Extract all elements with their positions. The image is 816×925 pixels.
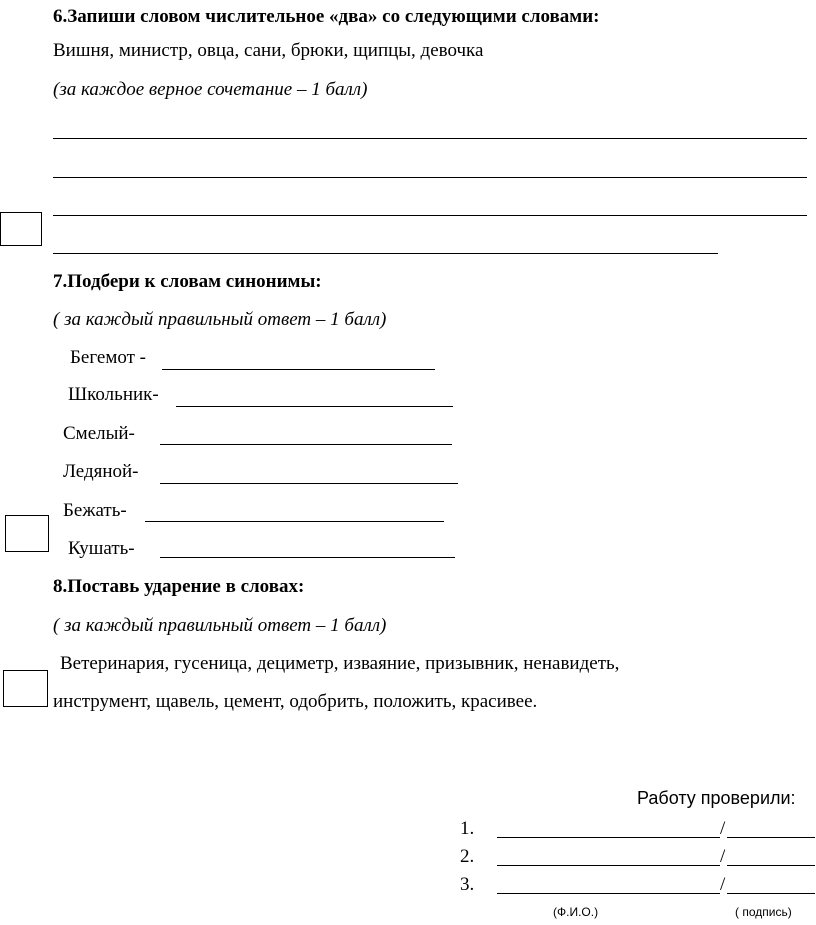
synonym-item-label: Ледяной- bbox=[63, 461, 139, 482]
task8-words-line1: Ветеринария, гусеница, дециметр, изваяние, призывник, ненавидеть, bbox=[60, 653, 620, 674]
score-box-task7[interactable] bbox=[5, 515, 49, 552]
signature-line[interactable] bbox=[727, 837, 815, 838]
checker-row-number: 2. bbox=[460, 846, 475, 867]
score-box-task8[interactable] bbox=[3, 670, 48, 707]
synonym-answer-line[interactable] bbox=[145, 521, 444, 522]
task6-title: 6.Запиши словом числительное «два» со следующими словами: bbox=[53, 6, 600, 27]
answer-line-1[interactable] bbox=[53, 138, 807, 139]
slash-separator: / bbox=[720, 874, 726, 895]
score-box-task6[interactable] bbox=[0, 212, 42, 246]
answer-line-4[interactable] bbox=[53, 253, 718, 254]
task8-words-line2: инструмент, щавель, цемент, одобрить, положить, красивее. bbox=[53, 691, 538, 712]
fio-line[interactable] bbox=[497, 865, 720, 866]
synonym-item-label: Кушать- bbox=[68, 538, 135, 559]
slash-separator: / bbox=[720, 818, 726, 839]
synonym-answer-line[interactable] bbox=[162, 369, 435, 370]
checkers-title: Работу проверили: bbox=[637, 788, 796, 808]
signature-line[interactable] bbox=[727, 865, 815, 866]
task7-title: 7.Подбери к словам синонимы: bbox=[53, 271, 322, 292]
checker-row-number: 3. bbox=[460, 874, 475, 895]
task8-score: ( за каждый правильный ответ – 1 балл) bbox=[53, 615, 387, 636]
synonym-item-label: Школьник- bbox=[68, 384, 159, 405]
synonym-answer-line[interactable] bbox=[160, 483, 458, 484]
synonym-item-label: Бегемот - bbox=[70, 347, 146, 368]
synonym-item-label: Смелый- bbox=[63, 423, 135, 444]
synonym-answer-line[interactable] bbox=[160, 557, 455, 558]
signature-caption: ( подпись) bbox=[735, 905, 792, 919]
fio-line[interactable] bbox=[497, 837, 720, 838]
checker-row-number: 1. bbox=[460, 818, 475, 839]
fio-caption: (Ф.И.О.) bbox=[553, 905, 599, 919]
answer-line-3[interactable] bbox=[53, 215, 807, 216]
synonym-answer-line[interactable] bbox=[160, 444, 452, 445]
task6-words: Вишня, министр, овца, сани, брюки, щипцы, девочка bbox=[53, 40, 484, 61]
fio-line[interactable] bbox=[497, 893, 720, 894]
task8-title: 8.Поставь ударение в словах: bbox=[53, 576, 305, 597]
task6-score: (за каждое верное сочетание – 1 балл) bbox=[53, 79, 368, 100]
slash-separator: / bbox=[720, 846, 726, 867]
synonym-answer-line[interactable] bbox=[176, 406, 453, 407]
task7-score: ( за каждый правильный ответ – 1 балл) bbox=[53, 309, 387, 330]
synonym-item-label: Бежать- bbox=[63, 500, 127, 521]
answer-line-2[interactable] bbox=[53, 177, 807, 178]
signature-line[interactable] bbox=[727, 893, 815, 894]
